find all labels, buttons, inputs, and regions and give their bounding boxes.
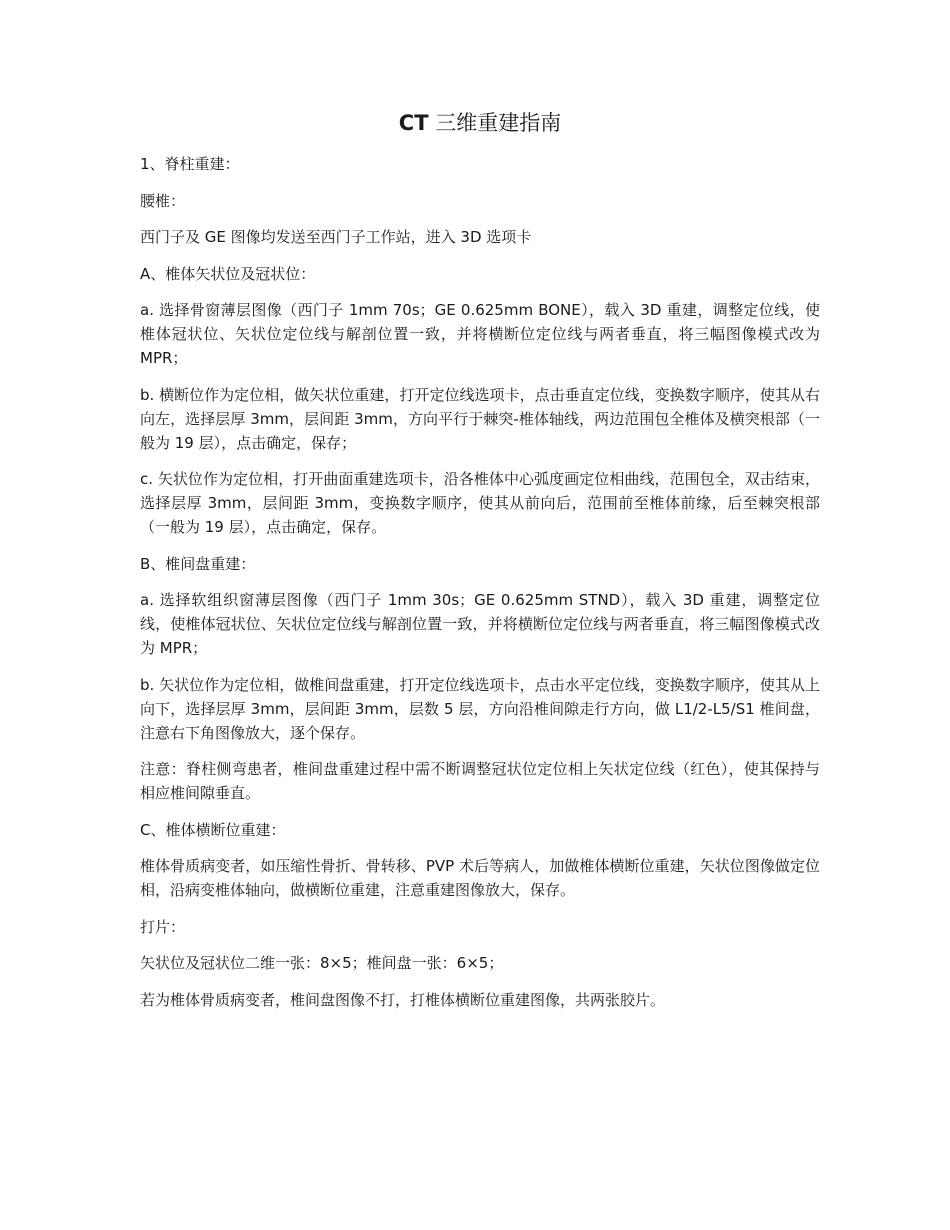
paragraph-b-a: a. 选择软组织窗薄层图像（西门子 1mm 30s；GE 0.625mm STND），载入 3D 重建，调整定位线，使椎体冠状位、矢状位定位线与解剖位置一致，并将横断位定位线与两者垂直，将三幅图像模式改为 MPR； <box>140 591 820 657</box>
paragraph-print-layout: 矢状位及冠状位二维一张：8×5；椎间盘一张：6×5； <box>140 954 504 972</box>
paragraph-a-b: b. 横断位作为定位相，做矢状位重建，打开定位线选项卡，点击垂直定位线，变换数字顺序，使其从右向左，选择层厚 3mm，层间距 3mm，方向平行于棘突-椎体轴线，两边范围包全椎体及横突根部（一般为 19 层），点击确定，保存； <box>140 385 820 452</box>
paragraph-c: 椎体骨质病变者，如压缩性骨折、骨转移、PVP 术后等病人，加做椎体横断位重建，矢状位图像做定位相，沿病变椎体轴向，做横断位重建，注意重建图像放大，保存。 <box>140 857 820 899</box>
subheading-b: B、椎间盘重建： <box>140 554 256 573</box>
paragraph-print-note: 若为椎体骨质病变者，椎间盘图像不打，打椎体横断位重建图像，共两张胶片。 <box>140 990 666 1009</box>
section-heading-spine: 1、脊柱重建： <box>140 155 240 173</box>
subheading-c: C、椎体横断位重建： <box>140 820 286 839</box>
title-text: 三维重建指南 <box>428 111 562 135</box>
subheading-a: A、椎体矢状位及冠状位： <box>140 264 316 283</box>
title-prefix: CT <box>398 111 429 135</box>
paragraph-note: 注意：脊柱侧弯患者，椎间盘重建过程中需不断调整冠状位定位相上矢状定位线（红色），使其保持与相应椎间隙垂直。 <box>140 760 820 802</box>
document-title <box>140 108 820 138</box>
document-page <box>140 108 820 1024</box>
paragraph-b-b: b. 矢状位作为定位相，做椎间盘重建，打开定位线选项卡，点击水平定位线，变换数字顺序，使其从上向下，选择层厚 3mm，层间距 3mm，层数 5 层，方向沿椎间隙走行方向，做 L1/2-L5/S1 椎间盘，注意右下角图像放大，逐个保存。 <box>140 675 820 742</box>
paragraph-a-a: a. 选择骨窗薄层图像（西门子 1mm 70s；GE 0.625mm BONE），载入 3D 重建，调整定位线，使椎体冠状位、矢状位定位线与解剖位置一致，并将横断位定位线与两者垂直，将三幅图像模式改为 MPR； <box>140 301 820 367</box>
paragraph-intro: 西门子及 GE 图像均发送至西门子工作站，进入 3D 选项卡 <box>140 228 532 246</box>
paragraph-a-c: c. 矢状位作为定位相，打开曲面重建选项卡，沿各椎体中心弧度画定位相曲线，范围包全，双击结束，选择层厚 3mm，层间距 3mm，变换数字顺序，使其从前向后，范围前至椎体前缘，后至棘突根部（一般为 19 层），点击确定，保存。 <box>140 470 820 536</box>
subheading-lumbar: 腰椎： <box>140 191 186 210</box>
subheading-printing: 打片： <box>140 917 186 936</box>
